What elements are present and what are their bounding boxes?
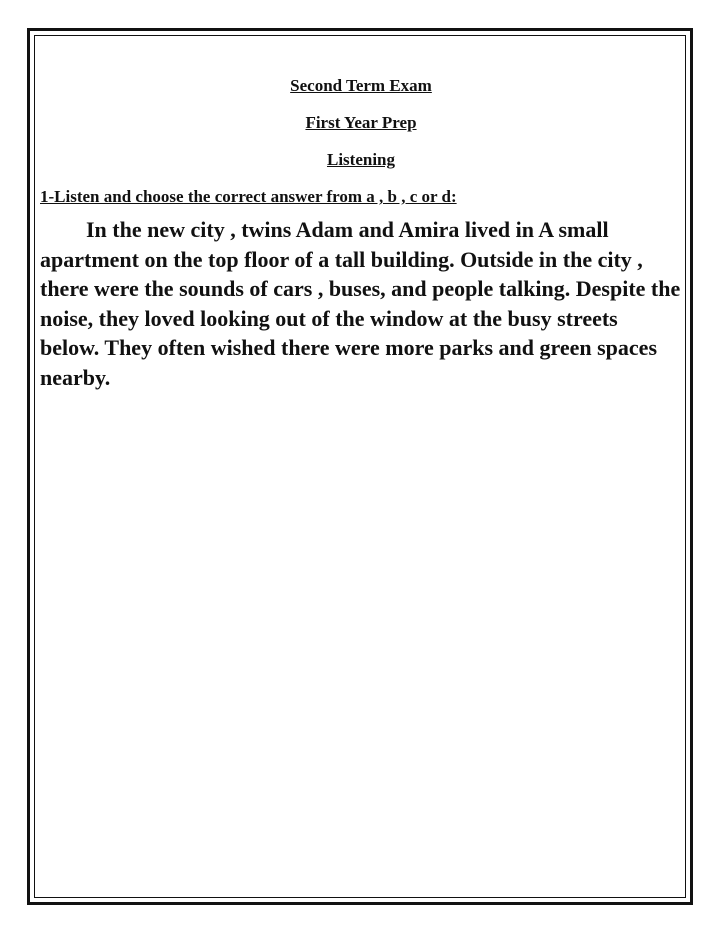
section-title: Listening: [326, 150, 396, 169]
exam-title: Second Term Exam: [290, 76, 432, 95]
page-frame: [27, 28, 693, 905]
listening-passage: In the new city , twins Adam and Amira lived in A small apartment on the top floor of a tall building. Outside in the city , there were the sounds of cars , buses, and people talking. Despite the noise, they loved looking out of the window at the busy streets below. They often wished there were more parks and green spaces nearby.: [40, 217, 681, 390]
exam-year: First Year Prep: [305, 113, 417, 132]
page-content: [40, 71, 682, 392]
question-instruction: 1-Listen and choose the correct answer from a , b , c or d:: [40, 187, 457, 206]
